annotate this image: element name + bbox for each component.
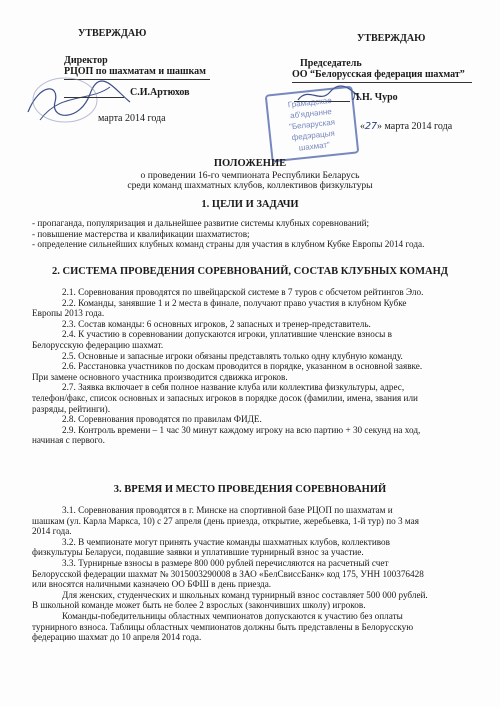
left-signatory-name: С.И.Артюхов (130, 87, 190, 98)
section3-paragraph-cont: В школьной команде может быть не более 2 взрослых (закончивших школу) игроков. (32, 600, 366, 611)
left-signature-line (64, 97, 124, 98)
right-date: «27» марта 2014 года (360, 121, 453, 132)
section3-paragraph: Команды-победительницы областных чемпионатов допускаются к участию без оплаты (62, 610, 403, 621)
document-title: ПОЛОЖЕНИЕ (213, 158, 287, 169)
section3-heading: 3. ВРЕМЯ И МЕСТО ПРОВЕДЕНИЯ СОРЕВНОВАНИЙ (113, 484, 387, 495)
section2-paragraph: 2.4. К участию в соревновании допускаются игроки, уплатившие членские взносы в (62, 329, 392, 340)
left-role-org: РЦОП по шахматам и шашкам (64, 66, 206, 77)
section3-paragraph-cont: или вносятся наличными казначею ОО БФШ в день приезда. (32, 579, 272, 590)
section2-body (32, 287, 472, 446)
right-signatory-name: Л.Н. Чуро (352, 92, 398, 103)
organization-stamp: Грамадскае аб'яднанне "Беларуская федэрацыя шахмат" (265, 86, 360, 163)
left-role-title: Директор (64, 55, 108, 66)
section2-paragraph: 2.5. Основные и запасные игроки обязаны представлять только одну клубную команду. (62, 350, 403, 361)
section3-paragraph-cont: турнирного взноса. Таблицы областных чемпионатов должны быть представлены в Белорусскую (32, 621, 414, 632)
section3-paragraph: Для женских, студенческих и школьных команд турнирный взнос составляет 500 000 рублей. (62, 589, 428, 600)
section1-heading: 1. ЦЕЛИ И ЗАДАЧИ (201, 199, 299, 210)
section3-paragraph-cont: федерацию шахмат до 10 апреля 2014 года. (32, 632, 202, 643)
left-approve-label: УТВЕРЖДАЮ (78, 28, 147, 39)
section2-heading: 2. СИСТЕМА ПРОВЕДЕНИЯ СОРЕВНОВАНИЙ, СОСТАВ КЛУБНЫХ КОМАНД (52, 266, 448, 277)
right-role-title: Председатель (300, 58, 362, 69)
section3-paragraph-cont: Белорусской федерации шахмат № 3015003290008 в ЗАО «БелСвиссБанк» код 175, УНН 100376428 (32, 568, 424, 579)
section3-paragraph: 3.3. Турнирные взносы в размере 800 000 рублей перечисляются на расчетный счет (62, 557, 389, 568)
right-role-org: ОО “Белорусская федерация шахмат” (292, 69, 465, 80)
section1-item: - определение сильнейших клубных команд страны для участия в клубном Кубке Европы 2014 года. (32, 239, 425, 250)
document-subtitle-line2: среди команд шахматных клубов, коллективов физкультуры (127, 180, 373, 191)
section2-paragraph: 2.9. Контроль времени – 1 час 30 минут каждому игроку на всю партию + 30 секунд на ход, (62, 424, 421, 435)
section2-paragraph-cont: разряды, рейтинги). (32, 403, 111, 414)
section1-item: - повышение мастерства и квалификации шахматистов; (32, 228, 250, 239)
section2-paragraph: 2.6. Расстановка участников по доскам проводится в порядке, указанном в основной заявке. (62, 361, 423, 372)
section3-paragraph-cont: шашкам (ул. Карла Маркса, 10) с 27 апреля (день приезда, открытие, жеребьевка, 1-й тур) по 3 мая (32, 515, 419, 526)
section2-paragraph: 2.8. Соревнования проводятся по правилам ФИДЕ. (62, 414, 262, 425)
section3-paragraph: 3.2. В чемпионате могут принять участие команды шахматных клубов, коллективов (62, 536, 390, 547)
section2-paragraph: 2.3. Состав команды: 6 основных игроков, 2 запасных и тренер-представитель. (62, 318, 371, 329)
section3-paragraph-cont: 2014 года. (32, 526, 72, 537)
section3-paragraph-cont: физкультуры Беларуси, подавшие заявки и уплатившие турнирный взнос за участие. (32, 547, 364, 558)
left-date: марта 2014 года (98, 113, 166, 124)
section2-paragraph-cont: Европы 2013 года. (32, 308, 105, 319)
section3-paragraph: 3.1. Соревнования проводятся в г. Минске на спортивной базе РЦОП по шахматам и (62, 505, 393, 515)
section2-paragraph: 2.1. Соревнования проводятся по швейцарской системе в 7 туров с обсчетом рейтингов Эло. (62, 287, 424, 297)
section2-paragraph-cont: При замене основного участника производится сдвижка игроков. (32, 371, 288, 382)
section1-item: - пропаганда, популяризация и дальнейшее развитие системы клубных соревнований; (32, 218, 370, 228)
section2-paragraph-cont: начиная с первого. (32, 435, 105, 446)
right-approve-label: УТВЕРЖДАЮ (357, 33, 426, 44)
section1-list (32, 218, 472, 250)
document-subtitle-line1: о проведении 16-го чемпионата Республики Беларусь (140, 170, 360, 181)
section2-paragraph-cont: Белорусскую федерацию шахмат. (32, 339, 164, 350)
section2-paragraph: 2.2. Команды, занявшие 1 и 2 места в финале, получают право участия в клубном Кубке (62, 297, 407, 308)
section2-paragraph-cont: телефон/факс, список основных и запасных игроков в порядке досок (фамилии, имена, звания или (32, 392, 418, 403)
section2-paragraph: 2.7. Заявка включает в себя полное название клуба или коллектива физкультуры, адрес, (62, 382, 405, 393)
section3-body (32, 505, 472, 643)
